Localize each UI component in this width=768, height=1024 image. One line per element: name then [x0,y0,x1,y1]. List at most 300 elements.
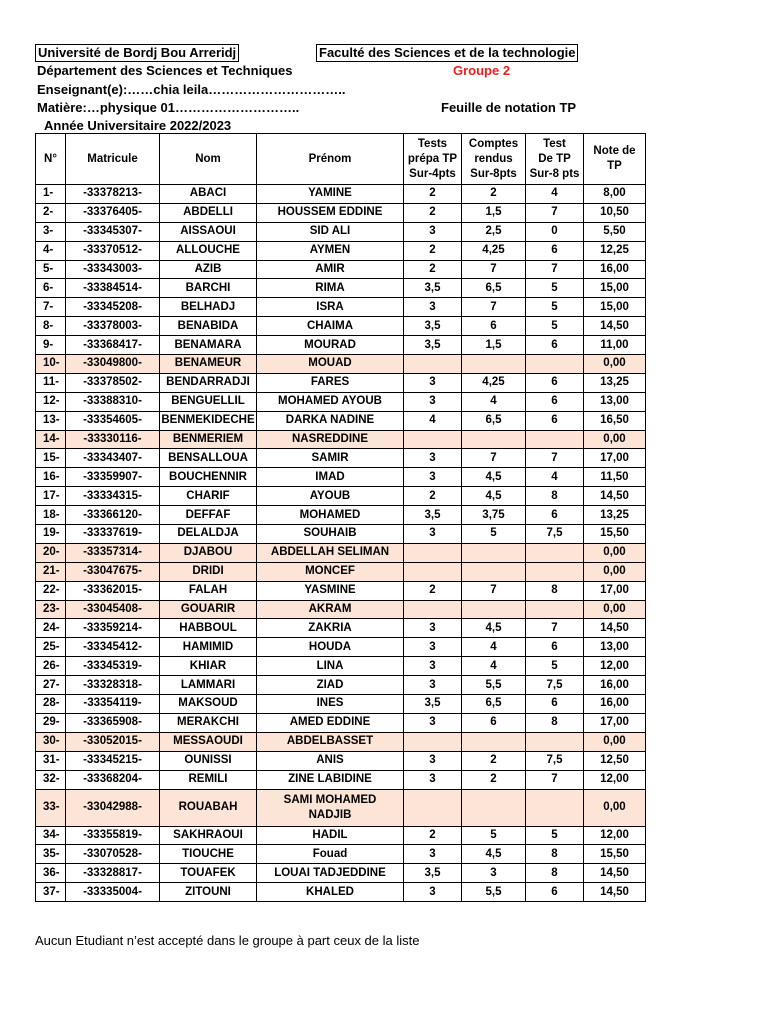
col-matricule-cell: -33049800- [66,355,160,374]
col-note-cell: 14,50 [584,317,646,336]
col-comptes-cell: 2 [462,185,526,204]
col-comptes-cell: 4,25 [462,241,526,260]
col-tests-cell: 2 [404,260,462,279]
col-nom-cell: REMILI [160,770,257,789]
col-matricule-cell: -33345412- [66,638,160,657]
col-note-cell: 15,50 [584,525,646,544]
col-number-cell: 22- [36,581,66,600]
col-tests-cell: 3 [404,883,462,902]
col-matricule-cell: -33343407- [66,449,160,468]
col-comptes-cell: 2 [462,770,526,789]
col-comptes-cell: 4 [462,657,526,676]
col-matricule-cell: -33359214- [66,619,160,638]
col-test-tp-cell: 7 [526,449,584,468]
col-comptes-cell: 6,5 [462,695,526,714]
academic-year: Année Universitaire 2022/2023 [44,118,232,133]
col-nom-cell: BENMEKIDECHE [160,411,257,430]
col-number-cell: 15- [36,449,66,468]
col-test-tp-header: Test De TP Sur-8 pts [526,134,584,185]
col-tests-cell: 2 [404,487,462,506]
col-note-cell: 14,50 [584,883,646,902]
table-row [36,430,646,449]
col-prenom-cell: SID ALI [257,222,404,241]
table-row [36,203,646,222]
col-note-cell: 11,50 [584,468,646,487]
col-number-cell: 8- [36,317,66,336]
university-name: Université de Bordj Bou Arreridj [35,44,239,62]
col-tests-cell: 3 [404,222,462,241]
table-row [36,845,646,864]
col-tests-cell [404,789,462,826]
col-matricule-cell: -33070528- [66,845,160,864]
col-tests-cell: 3 [404,298,462,317]
grades-table [35,133,646,902]
col-nom-cell: BELHADJ [160,298,257,317]
table-row [36,487,646,506]
col-tests-cell [404,562,462,581]
table-row [36,676,646,695]
col-matricule-cell: -33359907- [66,468,160,487]
col-prenom-cell: YAMINE [257,185,404,204]
col-number-cell: 34- [36,826,66,845]
col-note-cell: 11,00 [584,336,646,355]
col-comptes-cell: 3 [462,864,526,883]
col-nom-cell: DEFFAF [160,506,257,525]
col-matricule-cell: -33378003- [66,317,160,336]
col-prenom-cell: HADIL [257,826,404,845]
col-prenom-cell: ABDELLAH SELIMAN [257,543,404,562]
col-prenom-header: Prénom [257,134,404,185]
col-tests-cell: 3 [404,638,462,657]
col-comptes-cell: 6,5 [462,411,526,430]
col-nom-cell: ROUABAH [160,789,257,826]
col-nom-cell: FALAH [160,581,257,600]
col-test-tp-cell: 7,5 [526,676,584,695]
table-header-row [36,134,646,185]
col-nom-cell: MESSAOUDI [160,732,257,751]
col-number-cell: 23- [36,600,66,619]
col-test-tp-cell: 6 [526,695,584,714]
col-tests-cell: 2 [404,581,462,600]
col-nom-cell: MAKSOUD [160,695,257,714]
table-row [36,260,646,279]
col-tests-cell [404,600,462,619]
col-comptes-cell: 7 [462,298,526,317]
col-prenom-cell: MOHAMED [257,506,404,525]
col-matricule-cell: -33354605- [66,411,160,430]
col-comptes-cell: 6 [462,317,526,336]
col-tests-cell: 3,5 [404,864,462,883]
col-tests-cell [404,430,462,449]
col-note-cell: 13,25 [584,506,646,525]
col-matricule-cell: -33368204- [66,770,160,789]
col-matricule-cell: -33343003- [66,260,160,279]
table-row [36,317,646,336]
col-test-tp-cell: 8 [526,864,584,883]
col-tests-header: Tests prépa TP Sur-4pts [404,134,462,185]
col-number-header: N° [36,134,66,185]
table-row [36,864,646,883]
table-row [36,562,646,581]
col-note-cell: 12,00 [584,826,646,845]
col-test-tp-cell: 7 [526,203,584,222]
col-test-tp-cell [526,732,584,751]
col-number-cell: 36- [36,864,66,883]
col-test-tp-cell [526,789,584,826]
col-prenom-cell: MOURAD [257,336,404,355]
col-note-header: Note de TP [584,134,646,185]
col-tests-cell: 2 [404,203,462,222]
col-number-cell: 35- [36,845,66,864]
col-comptes-cell: 2,5 [462,222,526,241]
col-number-cell: 24- [36,619,66,638]
col-test-tp-cell: 6 [526,638,584,657]
col-comptes-cell: 5 [462,826,526,845]
table-row [36,600,646,619]
col-test-tp-cell: 7 [526,770,584,789]
col-prenom-cell: INES [257,695,404,714]
col-matricule-cell: -33052015- [66,732,160,751]
col-prenom-cell: ANIS [257,751,404,770]
col-number-cell: 33- [36,789,66,826]
col-matricule-cell: -33337619- [66,525,160,544]
col-comptes-cell [462,600,526,619]
col-test-tp-cell: 6 [526,373,584,392]
col-nom-cell: MERAKCHI [160,713,257,732]
col-number-cell: 14- [36,430,66,449]
col-test-tp-cell: 5 [526,279,584,298]
table-row [36,392,646,411]
col-test-tp-cell: 6 [526,506,584,525]
col-tests-cell: 4 [404,411,462,430]
col-prenom-cell: LOUAI TADJEDDINE [257,864,404,883]
col-nom-cell: BENGUELLIL [160,392,257,411]
col-test-tp-cell: 8 [526,713,584,732]
col-number-cell: 19- [36,525,66,544]
col-comptes-cell: 6 [462,713,526,732]
col-note-cell: 13,00 [584,638,646,657]
table-row [36,770,646,789]
col-nom-cell: BENMERIEM [160,430,257,449]
col-test-tp-cell: 8 [526,845,584,864]
col-comptes-header: Comptes rendus Sur-8pts [462,134,526,185]
col-tests-cell: 3 [404,525,462,544]
col-number-cell: 3- [36,222,66,241]
col-number-cell: 18- [36,506,66,525]
col-note-cell: 16,00 [584,676,646,695]
col-nom-cell: BENSALLOUA [160,449,257,468]
col-nom-cell: BARCHI [160,279,257,298]
col-nom-cell: BENDARRADJI [160,373,257,392]
col-prenom-cell: HOUDA [257,638,404,657]
table-row [36,525,646,544]
table-row [36,373,646,392]
col-number-cell: 30- [36,732,66,751]
col-comptes-cell [462,562,526,581]
col-matricule-cell: -33335004- [66,883,160,902]
col-note-cell: 0,00 [584,355,646,374]
col-matricule-cell: -33334315- [66,487,160,506]
faculty-name: Faculté des Sciences et de la technologie [316,44,578,62]
col-matricule-header: Matricule [66,134,160,185]
col-nom-cell: TIOUCHE [160,845,257,864]
col-tests-cell: 2 [404,241,462,260]
col-matricule-cell: -33357314- [66,543,160,562]
col-prenom-cell: AYOUB [257,487,404,506]
col-test-tp-cell: 4 [526,468,584,487]
col-nom-cell: KHIAR [160,657,257,676]
col-tests-cell: 3 [404,676,462,695]
col-nom-cell: SAKHRAOUI [160,826,257,845]
table-body [36,185,646,902]
col-prenom-cell: AKRAM [257,600,404,619]
col-nom-cell: DJABOU [160,543,257,562]
col-tests-cell: 3 [404,713,462,732]
col-prenom-cell: RIMA [257,279,404,298]
col-test-tp-cell: 5 [526,317,584,336]
table-row [36,695,646,714]
col-nom-cell: OUNISSI [160,751,257,770]
col-matricule-cell: -33345319- [66,657,160,676]
col-number-cell: 17- [36,487,66,506]
col-matricule-cell: -33047675- [66,562,160,581]
col-comptes-cell: 4,5 [462,845,526,864]
col-prenom-cell: LINA [257,657,404,676]
col-comptes-cell: 5,5 [462,883,526,902]
col-nom-cell: ALLOUCHE [160,241,257,260]
col-number-cell: 37- [36,883,66,902]
teacher-line: Enseignant(e):……chia leila………………………….. [37,82,346,97]
col-prenom-cell: CHAIMA [257,317,404,336]
col-note-cell: 14,50 [584,864,646,883]
footer-note: Aucun Etudiant n’est accepté dans le groupe à part ceux de la liste [35,933,420,948]
col-nom-cell: HAMIMID [160,638,257,657]
sheet-title: Feuille de notation TP [441,100,577,115]
table-row [36,411,646,430]
table-row [36,506,646,525]
table-row [36,279,646,298]
col-note-cell: 16,00 [584,260,646,279]
table-row [36,581,646,600]
col-prenom-cell: IMAD [257,468,404,487]
col-prenom-cell: AMED EDDINE [257,713,404,732]
table-row [36,657,646,676]
col-tests-cell: 3,5 [404,279,462,298]
col-test-tp-cell: 8 [526,487,584,506]
col-note-cell: 5,50 [584,222,646,241]
col-prenom-cell: NASREDDINE [257,430,404,449]
col-prenom-cell: ZAKRIA [257,619,404,638]
col-note-cell: 16,00 [584,695,646,714]
col-comptes-cell [462,789,526,826]
col-nom-cell: HABBOUL [160,619,257,638]
col-number-cell: 11- [36,373,66,392]
table-row [36,789,646,826]
table-row [36,732,646,751]
col-nom-cell: ABDELLI [160,203,257,222]
col-note-cell: 15,00 [584,298,646,317]
col-note-cell: 13,25 [584,373,646,392]
col-note-cell: 12,50 [584,751,646,770]
table-row [36,241,646,260]
col-test-tp-cell [526,600,584,619]
col-test-tp-cell: 6 [526,336,584,355]
table-row [36,355,646,374]
col-matricule-cell: -33330116- [66,430,160,449]
col-test-tp-cell: 5 [526,298,584,317]
col-test-tp-cell: 5 [526,657,584,676]
col-number-cell: 29- [36,713,66,732]
col-test-tp-cell: 6 [526,883,584,902]
col-matricule-cell: -33388310- [66,392,160,411]
col-nom-cell: CHARIF [160,487,257,506]
col-comptes-cell [462,430,526,449]
col-note-cell: 8,00 [584,185,646,204]
col-test-tp-cell: 6 [526,411,584,430]
col-comptes-cell: 5 [462,525,526,544]
col-nom-cell: BENAMARA [160,336,257,355]
col-tests-cell [404,732,462,751]
col-matricule-cell: -33384514- [66,279,160,298]
col-note-cell: 0,00 [584,543,646,562]
group-label: Groupe 2 [453,63,511,78]
col-note-cell: 14,50 [584,619,646,638]
col-matricule-cell: -33370512- [66,241,160,260]
col-matricule-cell: -33345307- [66,222,160,241]
col-nom-cell: AISSAOUI [160,222,257,241]
col-prenom-cell: MOUAD [257,355,404,374]
col-matricule-cell: -33378213- [66,185,160,204]
col-tests-cell: 3 [404,657,462,676]
col-matricule-cell: -33355819- [66,826,160,845]
table-row [36,222,646,241]
col-number-cell: 16- [36,468,66,487]
col-tests-cell: 3 [404,751,462,770]
table-row [36,638,646,657]
col-prenom-cell: HOUSSEM EDDINE [257,203,404,222]
col-tests-cell: 3 [404,373,462,392]
table-row [36,468,646,487]
col-comptes-cell: 7 [462,449,526,468]
col-nom-cell: TOUAFEK [160,864,257,883]
col-note-cell: 0,00 [584,600,646,619]
col-comptes-cell: 2 [462,751,526,770]
table-row [36,449,646,468]
col-comptes-cell: 1,5 [462,336,526,355]
col-note-cell: 0,00 [584,430,646,449]
col-matricule-cell: -33345215- [66,751,160,770]
col-prenom-cell: ISRA [257,298,404,317]
col-number-cell: 27- [36,676,66,695]
col-tests-cell: 3 [404,845,462,864]
col-comptes-cell: 1,5 [462,203,526,222]
col-prenom-cell: ZINE LABIDINE [257,770,404,789]
col-nom-cell: DRIDI [160,562,257,581]
col-number-cell: 21- [36,562,66,581]
col-tests-cell: 3,5 [404,336,462,355]
department-name: Département des Sciences et Techniques [37,63,293,78]
col-comptes-cell: 4,5 [462,619,526,638]
col-number-cell: 31- [36,751,66,770]
col-note-cell: 16,50 [584,411,646,430]
col-nom-cell: AZIB [160,260,257,279]
col-number-cell: 5- [36,260,66,279]
col-number-cell: 28- [36,695,66,714]
col-comptes-cell [462,355,526,374]
col-tests-cell: 3 [404,468,462,487]
col-tests-cell [404,543,462,562]
col-note-cell: 12,00 [584,770,646,789]
col-comptes-cell: 5,5 [462,676,526,695]
col-test-tp-cell: 7,5 [526,525,584,544]
col-prenom-cell: Fouad [257,845,404,864]
col-comptes-cell: 3,75 [462,506,526,525]
col-prenom-cell: YASMINE [257,581,404,600]
subject-line: Matière:…physique 01……………………….. [37,100,300,115]
col-test-tp-cell [526,543,584,562]
col-tests-cell: 3,5 [404,695,462,714]
col-number-cell: 7- [36,298,66,317]
col-test-tp-cell: 4 [526,185,584,204]
col-matricule-cell: -33042988- [66,789,160,826]
col-comptes-cell: 4 [462,392,526,411]
table-row [36,619,646,638]
table-row [36,185,646,204]
col-matricule-cell: -33045408- [66,600,160,619]
col-number-cell: 1- [36,185,66,204]
col-matricule-cell: -33378502- [66,373,160,392]
col-note-cell: 15,50 [584,845,646,864]
col-test-tp-cell: 7,5 [526,751,584,770]
col-tests-cell: 2 [404,826,462,845]
col-tests-cell: 3 [404,619,462,638]
col-note-cell: 17,00 [584,581,646,600]
col-nom-cell: LAMMARI [160,676,257,695]
col-matricule-cell: -33345208- [66,298,160,317]
col-number-cell: 20- [36,543,66,562]
col-test-tp-cell: 5 [526,826,584,845]
col-number-cell: 4- [36,241,66,260]
col-test-tp-cell: 7 [526,619,584,638]
col-prenom-cell: FARES [257,373,404,392]
col-number-cell: 32- [36,770,66,789]
table-row [36,336,646,355]
col-tests-cell: 3,5 [404,317,462,336]
col-nom-cell: BENABIDA [160,317,257,336]
col-prenom-cell: KHALED [257,883,404,902]
col-prenom-cell: SOUHAIB [257,525,404,544]
col-test-tp-cell: 6 [526,392,584,411]
col-nom-cell: ABACI [160,185,257,204]
col-tests-cell [404,355,462,374]
col-nom-cell: GOUARIR [160,600,257,619]
col-tests-cell: 3 [404,770,462,789]
col-note-cell: 13,00 [584,392,646,411]
table-row [36,713,646,732]
col-tests-cell: 3 [404,392,462,411]
col-prenom-cell: SAMIR [257,449,404,468]
col-comptes-cell: 4,5 [462,487,526,506]
col-number-cell: 26- [36,657,66,676]
col-number-cell: 6- [36,279,66,298]
col-matricule-cell: -33366120- [66,506,160,525]
col-comptes-cell [462,732,526,751]
table-row [36,543,646,562]
col-comptes-cell: 6,5 [462,279,526,298]
col-comptes-cell: 4,5 [462,468,526,487]
col-matricule-cell: -33368417- [66,336,160,355]
col-number-cell: 9- [36,336,66,355]
